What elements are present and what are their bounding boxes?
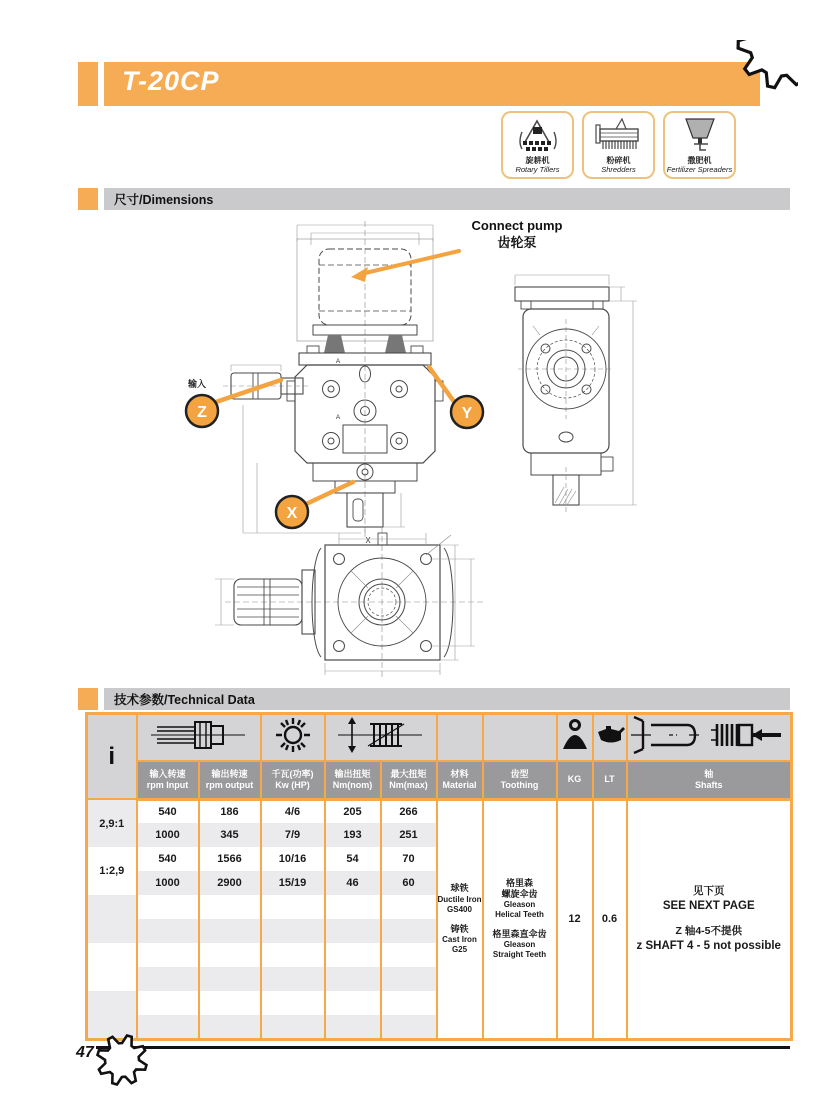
value-cell <box>137 895 199 919</box>
col-header-toothing: 齿型 Toothing <box>483 761 557 799</box>
value-cell <box>381 967 437 991</box>
toothing-cell-line: Gleason <box>503 900 536 910</box>
ratio-cell <box>87 991 137 1039</box>
shafts-cell <box>627 799 792 1039</box>
section-accent-square <box>78 188 98 210</box>
footer-gear-icon <box>88 1034 152 1104</box>
value-cell <box>381 895 437 919</box>
value-cell <box>261 943 325 967</box>
col-header-material: 材料 Material <box>437 761 483 799</box>
shaft-diagram-icon <box>627 714 792 762</box>
section-mark-a: A <box>335 358 341 365</box>
value-cell <box>199 919 261 943</box>
value-cell: 54 <box>325 847 381 871</box>
app-label-en: Fertilizer Spreaders <box>666 164 733 174</box>
material-cell-line: 铸铁 <box>450 923 469 934</box>
shafts-cell-line: Z 轴4-5不提供 <box>675 924 742 937</box>
value-cell <box>199 943 261 967</box>
application-icons <box>501 111 736 179</box>
value-cell: 193 <box>325 823 381 847</box>
value-cell: 540 <box>137 799 199 823</box>
material-cell-line: Cast Iron <box>442 934 477 944</box>
app-label-zh: 粉碎机 <box>606 155 631 165</box>
material-cell-line: GS400 <box>447 904 472 914</box>
section-title-dimensions: 尺寸/Dimensions <box>114 193 214 207</box>
value-cell <box>199 895 261 919</box>
material-cell-line <box>438 915 482 924</box>
toothing-cell-line: 格里森直伞齿 <box>492 929 547 940</box>
table-head <box>87 714 792 800</box>
page-title: T-20CP <box>122 66 220 96</box>
shafts-cell-line: 见下页 <box>693 884 725 897</box>
app-card-shredders <box>582 111 655 179</box>
value-cell <box>325 919 381 943</box>
app-card-rotary-tillers <box>501 111 574 179</box>
value-cell <box>325 895 381 919</box>
value-cell: 4/6 <box>261 799 325 823</box>
value-cell: 266 <box>381 799 437 823</box>
value-cell: 2900 <box>199 871 261 895</box>
sun-gear-icon <box>261 714 325 762</box>
toothing-icon-blank <box>483 714 557 762</box>
material-icon-blank <box>437 714 483 762</box>
lt-cell: 0.6 <box>593 799 627 1039</box>
value-cell <box>325 1015 381 1039</box>
value-cell: 540 <box>137 847 199 871</box>
value-cell <box>325 943 381 967</box>
section-bar-technical <box>104 688 790 710</box>
col-header-rpm-input: 输入转速 rpm Input <box>137 761 199 799</box>
col-header-nm-nom: 输出扭矩 Nm(nom) <box>325 761 381 799</box>
app-label-zh: 撒肥机 <box>687 155 712 165</box>
value-cell <box>381 919 437 943</box>
toothing-cell-line: 格里森 <box>505 877 533 888</box>
material-cell-line: G25 <box>451 944 468 954</box>
app-label-en: Rotary Tillers <box>515 164 560 174</box>
value-cell: 60 <box>381 871 437 895</box>
value-cell: 1000 <box>137 823 199 847</box>
connect-pump-label-zh: 齿轮泵 <box>497 235 537 250</box>
material-cell-line: Ductile Iron <box>437 894 482 904</box>
value-cell <box>261 919 325 943</box>
section-accent-square <box>78 688 98 710</box>
section-bar-dimensions <box>104 188 790 210</box>
col-header-nm-max: 最大扭矩 Nm(max) <box>381 761 437 799</box>
shaft-coupling-icon <box>137 714 261 762</box>
value-cell: 1000 <box>137 871 199 895</box>
toothing-cell-line <box>484 920 556 929</box>
connect-pump-label-en: Connect pump <box>471 218 563 233</box>
value-cell: 1566 <box>199 847 261 871</box>
value-cell <box>325 991 381 1015</box>
toothing-cell-line: 螺旋伞齿 <box>501 888 538 899</box>
toothing-cell-line: Gleason <box>503 940 536 950</box>
value-cell <box>325 967 381 991</box>
value-cell: 205 <box>325 799 381 823</box>
material-cell <box>437 799 483 1039</box>
value-cell: 7/9 <box>261 823 325 847</box>
value-cell <box>261 1015 325 1039</box>
value-cell <box>137 967 199 991</box>
shafts-cell-line: SEE NEXT PAGE <box>662 900 755 913</box>
weight-icon <box>557 714 593 762</box>
callout-y-letter: Y <box>461 405 473 422</box>
toothing-cell-line: Helical Teeth <box>495 910 544 920</box>
ratio-cell <box>87 943 137 991</box>
value-cell: 345 <box>199 823 261 847</box>
value-cell <box>199 967 261 991</box>
app-label-zh: 旋耕机 <box>525 155 550 165</box>
ratio-cell: 1:2,9 <box>87 847 137 895</box>
rotary-tiller-icon <box>503 113 572 157</box>
dimensions-drawing <box>85 215 775 680</box>
page-number: 47 <box>76 1044 94 1061</box>
shredder-icon <box>584 113 653 157</box>
col-header-lt: LT <box>593 761 627 799</box>
shafts-cell-line: z SHAFT 4 - 5 not possible <box>636 940 781 953</box>
app-label-en: Shredders <box>601 164 636 174</box>
value-cell <box>381 991 437 1015</box>
value-cell: 70 <box>381 847 437 871</box>
value-cell: 251 <box>381 823 437 847</box>
axis-label-x: X <box>365 536 371 545</box>
value-cell <box>381 1015 437 1039</box>
value-cell <box>381 943 437 967</box>
value-cell <box>261 895 325 919</box>
value-cell <box>261 967 325 991</box>
value-cell <box>261 991 325 1015</box>
value-cell <box>137 919 199 943</box>
kg-cell: 12 <box>557 799 593 1039</box>
value-cell: 46 <box>325 871 381 895</box>
table-row <box>87 799 792 823</box>
col-header-kg: KG <box>557 761 593 799</box>
input-label: 输入 <box>187 379 207 389</box>
toothing-cell <box>483 799 557 1039</box>
col-header-shafts: 轴 Shafts <box>627 761 792 799</box>
fertilizer-spreader-icon <box>665 113 734 157</box>
col-header-kw: 千瓦(功率) Kw (HP) <box>261 761 325 799</box>
callout-z-letter: Z <box>197 404 207 421</box>
oil-can-icon <box>593 714 627 762</box>
value-cell: 10/16 <box>261 847 325 871</box>
ratio-cell: 2,9:1 <box>87 799 137 847</box>
app-card-fertilizer-spreaders <box>663 111 736 179</box>
ratio-cell <box>87 895 137 943</box>
ratio-symbol-cell: i <box>87 714 137 800</box>
shafts-cell-line <box>628 915 791 924</box>
value-cell <box>137 991 199 1015</box>
value-cell <box>199 991 261 1015</box>
table-body <box>87 799 792 1039</box>
callout-x-letter: X <box>286 505 298 522</box>
header-accent-square <box>78 62 98 106</box>
gear-icon <box>698 40 798 120</box>
torque-arrow-icon <box>325 714 437 762</box>
value-cell <box>137 943 199 967</box>
section-mark-a: A <box>335 414 341 421</box>
value-cell: 186 <box>199 799 261 823</box>
section-title-technical: 技术参数/Technical Data <box>114 693 255 707</box>
toothing-cell-line: Straight Teeth <box>492 950 547 960</box>
footer-rule <box>96 1046 790 1049</box>
table-label-row <box>87 761 792 799</box>
value-cell <box>199 1015 261 1039</box>
col-header-rpm-output: 输出转速 rpm output <box>199 761 261 799</box>
value-cell: 15/19 <box>261 871 325 895</box>
material-cell-line: 球铁 <box>450 883 469 894</box>
technical-data-table <box>85 712 793 1041</box>
